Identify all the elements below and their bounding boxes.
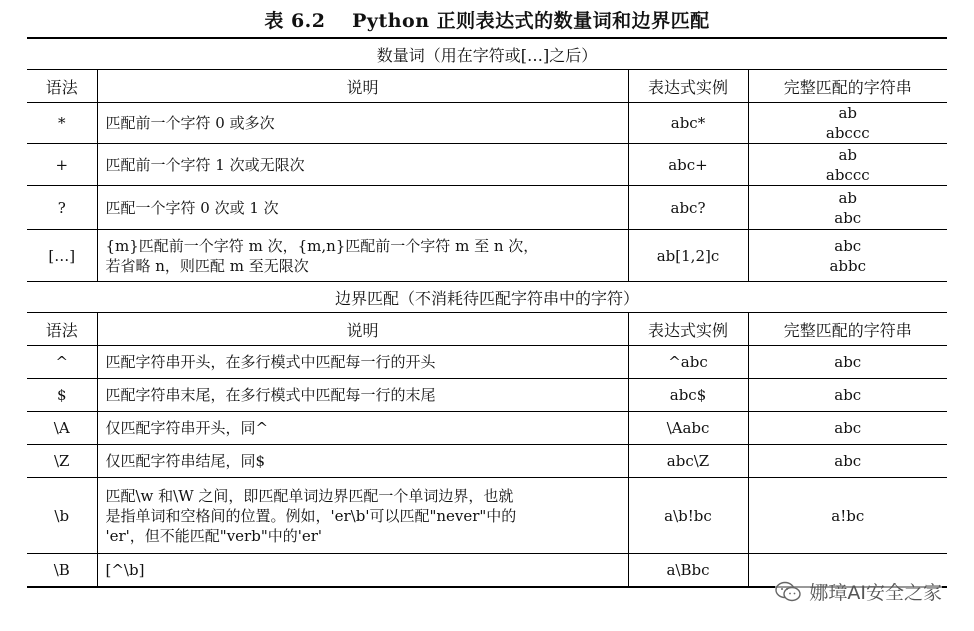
syntax-cell: ^	[27, 346, 97, 379]
table-row	[27, 478, 947, 554]
match-line: abc	[834, 386, 862, 404]
wechat-icon	[775, 581, 801, 603]
matches-cell	[748, 103, 947, 144]
example-cell: \Aabc	[628, 412, 748, 445]
example-cell: abc+	[628, 144, 748, 186]
column-header: 完整匹配的字符串	[748, 313, 947, 346]
example-cell: ^abc	[628, 346, 748, 379]
description-line: 仅匹配字符串结尾，同$	[105, 452, 266, 470]
syntax-cell: \B	[27, 554, 97, 587]
column-header: 语法	[27, 70, 97, 103]
header-row	[27, 313, 947, 346]
description-cell	[97, 412, 628, 445]
match-line: ab	[838, 188, 858, 207]
match-line: ab	[838, 104, 858, 122]
example-cell: abc$	[628, 379, 748, 412]
regex-table	[27, 37, 947, 588]
description-line: 匹配字符串开头，在多行模式中匹配每一行的开头	[105, 353, 436, 371]
matches-cell	[748, 230, 947, 282]
section-heading-row	[27, 38, 947, 70]
watermark-text: 娜璋AI安全之家	[809, 582, 942, 604]
example-cell: abc?	[628, 186, 748, 230]
matches-cell	[748, 478, 947, 554]
match-line: a!bc	[831, 506, 865, 525]
match-line: ab	[838, 145, 858, 164]
example-cell: abc\Z	[628, 445, 748, 478]
description-line: 匹配前一个字符 1 次或无限次	[105, 155, 305, 174]
description-line: 匹配一个字符 0 次或 1 次	[105, 198, 279, 217]
section-heading: 数量词（用在字符或[…]之后）	[27, 38, 947, 70]
matches-cell	[748, 346, 947, 379]
section-heading: 边界匹配（不消耗待匹配字符串中的字符）	[27, 282, 947, 313]
description-line: 匹配前一个字符 0 或多次	[105, 114, 275, 132]
column-header: 完整匹配的字符串	[748, 70, 947, 103]
example-cell: abc*	[628, 103, 748, 144]
match-line: abc	[834, 236, 862, 255]
watermark	[775, 578, 942, 605]
column-header: 说明	[97, 313, 628, 346]
syntax-cell: +	[27, 144, 97, 186]
matches-cell	[748, 144, 947, 186]
syntax-cell: \A	[27, 412, 97, 445]
column-header: 表达式实例	[628, 70, 748, 103]
syntax-cell: ?	[27, 186, 97, 230]
table-row	[27, 230, 947, 282]
matches-cell	[748, 379, 947, 412]
description-cell	[97, 554, 628, 587]
example-cell: a\Bbc	[628, 554, 748, 587]
column-header: 表达式实例	[628, 313, 748, 346]
table-row	[27, 346, 947, 379]
table-row	[27, 412, 947, 445]
match-line: abc	[834, 452, 862, 470]
match-line: abccc	[825, 165, 870, 184]
page-title: 表 6.2 Python 正则表达式的数量词和边界匹配	[264, 10, 710, 32]
description-line: 是指单词和空格间的位置。例如，'er\b'可以匹配"never"中的	[105, 506, 517, 525]
match-line: abc	[834, 208, 862, 227]
syntax-cell: $	[27, 379, 97, 412]
description-line: 仅匹配字符串开头，同^	[105, 419, 269, 437]
description-cell	[97, 144, 628, 186]
description-cell	[97, 103, 628, 144]
table-row	[27, 144, 947, 186]
column-header: 说明	[97, 70, 628, 103]
match-line: abc	[834, 419, 862, 437]
description-line: [^\b]	[105, 560, 145, 579]
match-line: abc	[834, 353, 862, 371]
match-line: abccc	[825, 124, 870, 142]
description-cell	[97, 478, 628, 554]
description-cell	[97, 379, 628, 412]
matches-cell	[748, 445, 947, 478]
table-row	[27, 186, 947, 230]
syntax-cell: *	[27, 103, 97, 144]
column-header: 语法	[27, 313, 97, 346]
description-line: 'er'，但不能匹配"verb"中的'er'	[105, 526, 323, 545]
syntax-cell: \b	[27, 478, 97, 554]
description-cell	[97, 186, 628, 230]
matches-cell	[748, 186, 947, 230]
example-cell: ab[1,2]c	[628, 230, 748, 282]
example-cell: a\b!bc	[628, 478, 748, 554]
syntax-cell: […]	[27, 230, 97, 282]
description-line: {m}匹配前一个字符 m 次，{m,n}匹配前一个字符 m 至 n 次，	[105, 236, 539, 255]
table-row	[27, 379, 947, 412]
description-cell	[97, 445, 628, 478]
syntax-cell: \Z	[27, 445, 97, 478]
description-line: 匹配\w 和\W 之间，即匹配单词边界匹配一个单词边界，也就	[105, 486, 514, 505]
description-cell	[97, 230, 628, 282]
description-line: 若省略 n，则匹配 m 至无限次	[105, 256, 309, 275]
table-row	[27, 103, 947, 144]
section-heading-row	[27, 282, 947, 313]
match-line: abbc	[829, 256, 867, 275]
matches-cell	[748, 412, 947, 445]
description-cell	[97, 346, 628, 379]
table-row	[27, 445, 947, 478]
description-line: 匹配字符串末尾，在多行模式中匹配每一行的末尾	[105, 386, 436, 404]
header-row	[27, 70, 947, 103]
